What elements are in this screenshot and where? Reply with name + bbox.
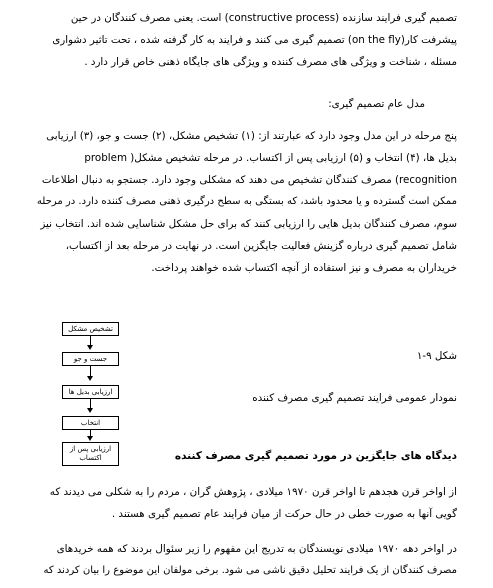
intro-line-3: مسئله ، شناخت و ویژگی های مصرف کننده و ویژگی های جایگاه ذهنی خاص قرار دارد . [84,56,457,68]
flow-arrow-icon [87,376,93,381]
intro-line-1: تصمیم گیری فرایند سازنده (constructive process) است. یعنی مصرف کنندگان در حین [70,12,457,24]
flow-step-problem-recognition: تشخیص مشکل [62,322,119,336]
subheading-general-model: مدل عام تصمیم گیری: [328,98,425,110]
figure-number: شکل ۹-۱ [416,350,457,362]
model-line-1: پنج مرحله در این مدل وجود دارد که عبارتند از: (۱) تشخیص مشکل، (۲) جست و جو، (۳) ارزیابی [46,130,457,142]
p3-line-2: گویی آنها به صورت خطی در حال حرکت از میان فرایند عام تصمیم گیری هستند . [111,508,457,520]
p4-line-2: مصرف کنندگان از یک فرایند تحلیل دقیق ناشی می شود. برخی مولفان این موضوع را بیان کردند که [43,565,457,576]
model-line-3: recognition) مصرف کنندگان تشخیص می دهند که مشکلی وجود دارد. جستجو به دنبال اطلاعات [41,174,457,186]
flow-connector [90,399,91,408]
model-line-5: سوم، مصرف کنندگان بدیل هایی را ارزیابی کنند که برای حل مشکل شناسایی شده اند. انتخاب نیز [40,218,457,230]
flow-step-evaluate-alternatives: ارزیابی بدیل ها [62,385,119,399]
intro-line-2: پیشرفت کار(on the fly) تصمیم گیری می کنند و فرایند به کار گرفته شده ، تحت تاثیر دشواری [52,34,457,46]
flow-arrow-icon [87,436,93,441]
p3-line-1: از اواخر قرن هجدهم تا اواخر قرن ۱۹۷۰ میلادی ، پژوهش گران ، مردم را به شکلی می دیدند که [49,486,457,498]
flow-step-search: جست و جو [62,352,119,366]
flow-connector [90,366,91,376]
flow-step-choice: انتخاب [62,416,119,430]
flow-arrow-icon [87,408,93,413]
p4-line-1: در اواخر دهه ۱۹۷۰ میلادی نویسندگان به تدریج این مفهوم را زیر سئوال بردند که همه خریدهای [56,543,457,555]
model-line-6: شامل تصمیم گیری درباره گزینش فعالیت جایگزین است. در نهایت در مرحله بعد از اکتساب، [65,240,457,252]
model-line-7: خریداران به مصرف و نیز استفاده از آنچه اکتساب شده خواهند پرداخت. [151,262,457,274]
model-line-4: ممکن است گسترده و یا محدود باشد، که بستگی به سطح درگیری ذهنی مصرف کننده دارد. در مرحله [36,196,457,207]
model-line-2: بدیل ها، (۴) انتخاب و (۵) ارزیابی پس از اکتساب. در مرحله تشخیص مشکل( problem [84,152,457,164]
flow-connector [90,336,91,345]
section-heading: دیدگاه های جایگزین در مورد تصمیم گیری مصرف کننده [174,450,457,462]
flow-arrow-icon [87,345,93,350]
figure-caption: نمودار عمومی فرایند تصمیم گیری مصرف کننده [252,392,457,404]
flow-step-post-acquisition-evaluation: ارزیابی پس از اکتساب [62,442,119,466]
